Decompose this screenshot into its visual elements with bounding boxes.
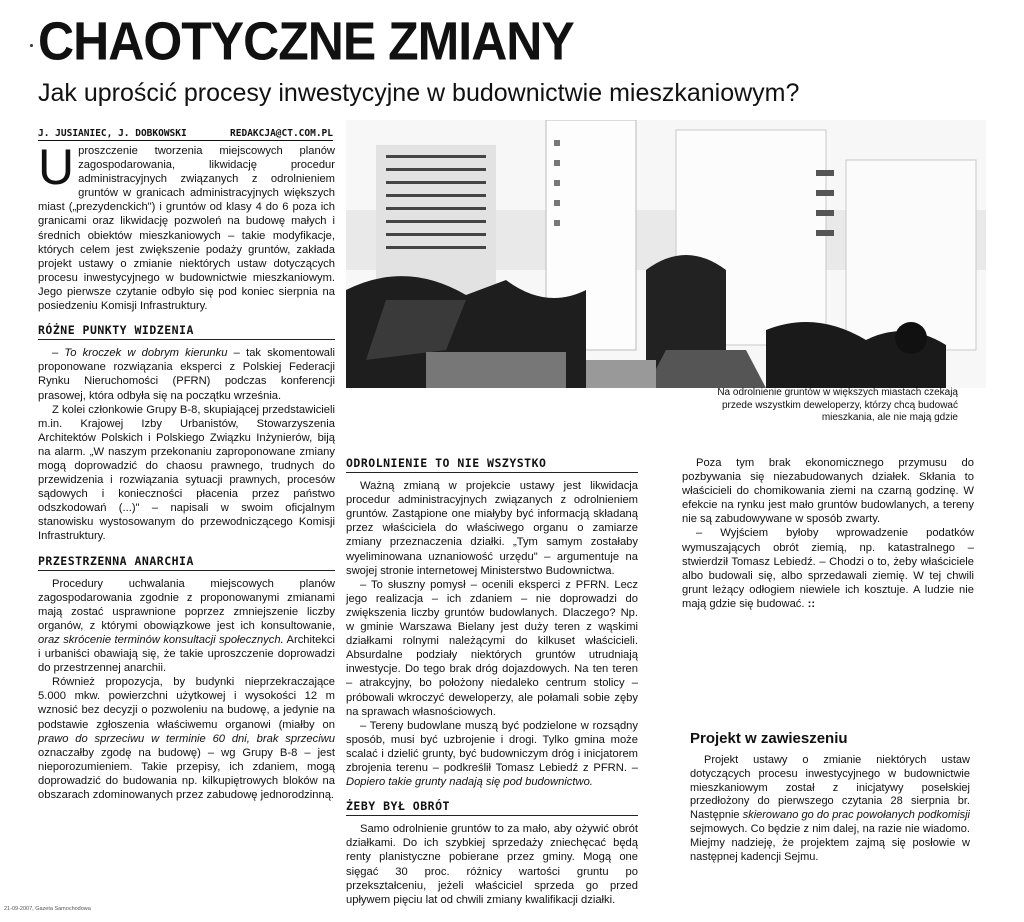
box-text: Projekt ustawy o zmianie niektórych ustaw dotyczących procesu inwestycyjnego w budownictwie mieszkaniowym został z inicjatywy posełskiej przedłożony do pierwszego czytania 28 sierpnia br. Następnie skierowano go do prac powołanych podkomisji sejmowych. Co będzie z nim dalej, na razie nie wiadomo. Miejmy nadzieję, że projektem zajmą się posłowie w następnej kadencji Sejmu.	[690, 754, 970, 863]
paragraph: – To słuszny pomysł – ocenili eksperci z PFRN. Lecz jego realizacja – ich zdaniem – nie doprowadzi do zwiększenia liczby gruntów budowlanych. Dlaczego? Np. w gminie Warszawa Bielany jest duży teren z wąskimi działkami rolnymi należącymi do kilkuset właścicieli. Absurdalne podziały niektórych gruntów utrudniają inwestycje. Do tego brak dróg dojazdowych. Na ten teren – atrakcyjny, bo położony niedaleko centrum stolicy – próbowali wkroczyć deweloperzy, ale połamali sobie zęby na sprawach własnościowych.	[346, 578, 638, 718]
paragraph: Ważną zmianą w projekcie ustawy jest likwidacja procedur administracyjnych związanych z odrolnieniem gruntów. Zastąpione one miałyby być informacją składaną przez właściciela do właściwego organu o zamiarze zmiany przeznaczenia działki. „Tym samym zostałaby wyeliminowana uznaniowość urzędu" – argumentuje na swojej stronie internetowej Ministerstwo Budownictwa.	[346, 480, 638, 577]
photo-caption: Na odrolnienie gruntów w większych miastach czekają przede wszystkim deweloperzy, którzy chcą budować mieszkania, ale nie mają gdzie	[717, 387, 958, 423]
section-heading-roznice: RÓŻNE PUNKTY WIDZENIA	[38, 323, 335, 340]
paragraph: Procedury uchwalania miejscowych planów zagospodarowania zgodnie z proponowanymi zmianami mają zostać usprawnione poprzez zmniejszenie liczby organów, z którymi obowiązkowe jest ich konsultowanie, oraz skrócenie terminów konsultacji społecznych. Architekci i urbaniści obawiają się, że takie uproszczenie doprowadzi do przestrzennej anarchii.	[38, 577, 335, 675]
paragraph: – To kroczek w dobrym kierunku – tak skomentowali proponowane rozwiązania eksperci z Polskiej Federacji Rynku Nieruchomości (PFRN) podczas konferencji prasowej, która odbyła się na początku września.	[38, 347, 335, 402]
paragraph: Poza tym brak ekonomicznego przymusu do pozbywania się niezabudowanych działek. Skłania to właścicieli do chomikowania ziemi na czarną godzinę. W efekcie na rynku jest mało gruntów budowlanych, a tereny nie są zabudowywane w sposób zwarty.	[682, 457, 974, 526]
photo-buildings	[346, 120, 986, 388]
paragraph: – Wyjściem byłoby wprowadzenie podatków wymuszających obrót ziemią, np. katastralnego – stwierdził Tomasz Lebiedź. – Chodzi o to, żeby właściciele albo budowali się, albo sprzedawali ziemię. W tej chwili grunt leżący odłogiem niewiele ich kosztuje. A ludzie nie mają gdzie się budować. ::	[682, 527, 974, 610]
footer-source: 21-09-2007, Gazeta Samochodowa	[4, 906, 91, 912]
subheadline: Jak uprościć procesy inwestycyjne w budownictwie mieszkaniowym?	[38, 79, 800, 107]
section-heading-obrot: ŻEBY BYŁ OBRÓT	[346, 799, 638, 816]
photo-illustration	[346, 120, 986, 388]
column-3	[682, 456, 974, 611]
paragraph: – Tereny budowlane muszą być podzielone w rozsądny sposób, musi być uzbrojenie i drogi. Tylko gmina może scalać i dzielić grunty, być budowniczym dróg i inicjatorem zbrojenia terenu – podkreślił Tomasz Lebiedź z PFRN. – Dopiero takie grunty nadają się pod budownictwo.	[346, 719, 638, 789]
paragraph: Z kolei członkowie Grupy B-8, skupiającej przedstawicieli m.in. Krajowej Izby Urbanistów, Stowarzyszenia Architektów Polskich i Polskiego Związku Inżynierów, biją na alarm. „W naszym przekonaniu zaproponowane zmiany mogą doprowadzić do chaosu prawnego, trudnych do przewidzenia i rozwiązania sytuacji prawnych, procesów sądowych i konieczności płacenia przez państwo odszkodowań (...)" – napisali w swoim oficjalnym stanowisku wystosowanym do przewodniczącego Komisji Infrastruktury.	[38, 403, 335, 543]
lead-paragraph: Uproszczenie tworzenia miejscowych planów zagospodarowania, likwidację procedur administracyjnych związanych z odrolnieniem gruntów w granicach administracyjnych większych miast („prezydenckich") i gruntów od klasy 4 do 6 poza ich granicami oraz likwidację pozwoleń na budowę małych i średnich obiektów mieszkaniowych – takie modyfikacje, których celem jest zwiększenie podaży gruntów, zakłada projekt ustawy o zmianie niektórych ustaw dotyczących procesu inwestycyjnego w budownictwie mieszkaniowym. Jego pierwsze czytanie odbyło się pod koniec sierpnia na posiedzeniu Komisji Infrastruktury.	[38, 139, 335, 313]
authors: J. JUSIANIEC, J. DOBKOWSKI	[38, 128, 187, 139]
section-heading-anarchia: PRZESTRZENNA ANARCHIA	[38, 554, 335, 571]
paragraph: Samo odrolnienie gruntów to za mało, aby ożywić obrót działkami. Do ich szybkiej sprzedaży zniechęcać będą renty planistyczne pobierane przez gminy. Mogą one sięgać 30 proc. różnicy wartości gruntu po przekształceniu, jeżeli właściciel sprzeda go przed upływem pięciu lat od chwili zmiany kwalifikacji działki.	[346, 823, 638, 906]
byline	[38, 128, 333, 141]
email-link[interactable]: REDAKCJA@CT.COM.PL	[230, 128, 333, 139]
drop-cap: U	[38, 139, 75, 195]
print-dot	[30, 44, 33, 47]
headline: CHAOTYCZNE ZMIANY	[38, 10, 574, 72]
end-mark: ::	[807, 597, 816, 610]
paragraph: Również propozycja, by budynki nieprzekraczające 5.000 mkw. powierzchni użytkowej i wysokości 12 m wznosić bez decyzji o pozwoleniu na budowę, a jedynie na podstawie zgłoszenia właściwemu organowi (miałby on prawo do sprzeciwu w terminie 60 dni, brak sprzeciwu oznaczałby zgodę na budowę) – wg Grupy B-8 – jest nieporozumieniem. Takie przepisy, ich zdaniem, mogą doprowadzić do budowania np. kilkupiętrowych bloków na obszarach zdominowanych przez zabudowę jednorodzinną.	[38, 676, 335, 802]
column-2	[346, 456, 638, 907]
section-heading-odrolnienie: ODROLNIENIE TO NIE WSZYSTKO	[346, 456, 638, 473]
box-title: Projekt w zawieszeniu	[690, 730, 848, 747]
column-1	[38, 139, 335, 802]
